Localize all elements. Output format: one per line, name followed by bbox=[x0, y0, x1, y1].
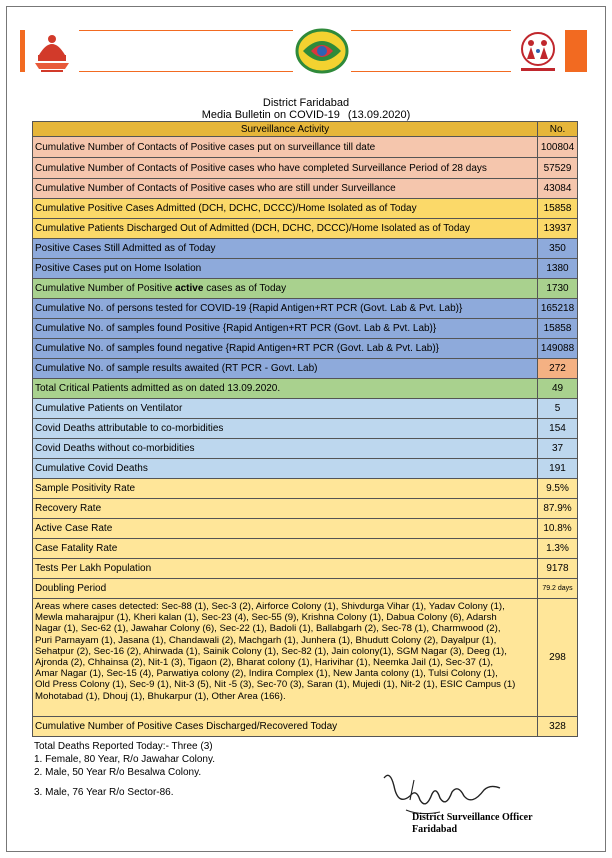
row-value: 350 bbox=[538, 239, 578, 259]
row-value: 49 bbox=[538, 379, 578, 399]
row-label: Cumulative No. of samples found negative {Rapid Antigen+RT PCR (Govt. Lab & Pvt. Lab)} bbox=[33, 339, 538, 359]
bulletin-title: Media Bulletin on COVID-19 bbox=[201, 109, 340, 121]
row-value: 5 bbox=[538, 399, 578, 419]
row-label: Positive Cases put on Home Isolation bbox=[33, 259, 538, 279]
surveillance-table bbox=[32, 121, 578, 737]
row-value: 154 bbox=[538, 419, 578, 439]
row-label: Tests Per Lakh Population bbox=[33, 559, 538, 579]
row-value: 15858 bbox=[538, 199, 578, 219]
row-label: Cumulative Number of Contacts of Positive cases put on surveillance till date bbox=[33, 137, 538, 158]
table-row bbox=[33, 419, 578, 439]
death-item: 3. Male, 76 Year R/o Sector-86. bbox=[34, 787, 174, 798]
table-row bbox=[33, 499, 578, 519]
row-label: Cumulative Number of Positive Cases Discharged/Recovered Today bbox=[33, 717, 538, 737]
row-label: Cumulative Patients Discharged Out of Admitted (DCH, DCHC, DCCC)/Home Isolated as of Today bbox=[33, 219, 538, 239]
table-row bbox=[33, 559, 578, 579]
bulletin-date: (13.09.2020) bbox=[347, 109, 411, 121]
death-item: 1. Female, 80 Year, R/o Jawahar Colony. bbox=[34, 754, 216, 765]
row-value: 9.5% bbox=[538, 479, 578, 499]
row-value: 149088 bbox=[538, 339, 578, 359]
column-header-activity: Surveillance Activity bbox=[33, 122, 538, 137]
table-row bbox=[33, 179, 578, 199]
bulletin-title-line bbox=[0, 109, 612, 121]
areas-line: Areas where cases detected: Sec-88 (1), Sec-3 (2), Airforce Colony (1), Shivdurga Vihar (1), Yadav Colony (1), bbox=[35, 601, 505, 612]
table-row bbox=[33, 137, 578, 158]
areas-line: Nagar (1), Sec-62 (1), Jawahar Colony (6), Sec-22 (1), Badoli (1), Ballabgarh (2), Sec-78 (1), Charmwood (2), bbox=[35, 623, 501, 635]
areas-line: Mohotabad (1), Dhouj (1), Bhukarpur (1), Other Area (166). bbox=[35, 690, 286, 702]
row-value: 13937 bbox=[538, 219, 578, 239]
row-label: Active Case Rate bbox=[33, 519, 538, 539]
table-row bbox=[33, 259, 578, 279]
row-label: Covid Deaths attributable to co-morbidities bbox=[33, 419, 538, 439]
areas-row bbox=[33, 599, 578, 717]
areas-line: Puri Parnayam (1), Jasana (1), Chandawali (2), Machgarh (1), Junhera (1), Bhudutt Colony (2), Dayalpur (1), bbox=[35, 634, 497, 646]
row-label-start: Cumulative Number of Positive bbox=[35, 283, 176, 294]
deaths-heading: Total Deaths Reported Today:- Three (3) bbox=[34, 741, 213, 752]
row-value: 15858 bbox=[538, 319, 578, 339]
row-label: Cumulative Number of Contacts of Positive cases who have completed Surveillance Period of 28 days bbox=[33, 158, 538, 179]
table-row bbox=[33, 199, 578, 219]
haryana-emblem-icon bbox=[22, 26, 82, 76]
table-row bbox=[33, 158, 578, 179]
row-label: Cumulative Covid Deaths bbox=[33, 459, 538, 479]
table-row bbox=[33, 479, 578, 499]
table-row bbox=[33, 319, 578, 339]
row-label: Recovery Rate bbox=[33, 499, 538, 519]
row-label: Covid Deaths without co-morbidities bbox=[33, 439, 538, 459]
table-row bbox=[33, 239, 578, 259]
family-health-icon bbox=[508, 26, 568, 76]
column-header-number: No. bbox=[538, 122, 578, 137]
areas-value: 298 bbox=[538, 599, 578, 717]
row-value: 191 bbox=[538, 459, 578, 479]
row-value: 1.3% bbox=[538, 539, 578, 559]
areas-line: Mewla maharajpur (1), Kheri kalan (1), Sec-23 (4), Sec-55 (9), Krishna Colony (1), Dabua Colony (6), Adarsh bbox=[35, 612, 497, 624]
row-value: 100804 bbox=[538, 137, 578, 158]
signatory-title: District Surveillance Officer bbox=[412, 812, 533, 823]
table-row bbox=[33, 439, 578, 459]
areas-line: Old Press Colony (1), Sec-9 (1), Nit-3 (5), Nit -5 (3), Sec-70 (3), Saran (1), Mujedi (1), Nit-2 (1), ESIC Campus (1) bbox=[35, 679, 516, 691]
table-row bbox=[33, 359, 578, 379]
areas-line: Ajronda (2), Chhainsa (2), Nit-1 (3), Tigaon (2), Bharat colony (1), Harivihar (1), Neemka Jail (1), Sec-37 (1), bbox=[35, 657, 493, 669]
row-value: 1730 bbox=[538, 279, 578, 299]
row-label: Doubling Period bbox=[33, 579, 538, 599]
row-label: Cumulative No. of sample results awaited (RT PCR - Govt. Lab) bbox=[33, 359, 538, 379]
discharged-today-row bbox=[33, 717, 578, 737]
row-label: Sample Positivity Rate bbox=[33, 479, 538, 499]
row-value: 10.8% bbox=[538, 519, 578, 539]
row-label bbox=[33, 279, 538, 299]
row-value: 79.2 days bbox=[538, 579, 578, 599]
areas-line: Sehatpur (2), Sec-16 (2), Ahirwada (1), Sainik Colony (1), Sec-82 (1), Jain colony(1), SGM Nagar (3), Deeg (1), bbox=[35, 645, 507, 657]
table-row bbox=[33, 459, 578, 479]
office-title: District Faridabad bbox=[262, 97, 350, 109]
table-row bbox=[33, 279, 578, 299]
row-label: Cumulative Positive Cases Admitted (DCH, DCHC, DCCC)/Home Isolated as of Today bbox=[33, 199, 538, 219]
row-label: Case Fatality Rate bbox=[33, 539, 538, 559]
row-label: Positive Cases Still Admitted as of Today bbox=[33, 239, 538, 259]
table-row bbox=[33, 399, 578, 419]
table-row bbox=[33, 339, 578, 359]
table-row bbox=[33, 219, 578, 239]
row-value: 272 bbox=[538, 359, 578, 379]
signatory-place: Faridabad bbox=[412, 824, 458, 835]
row-label: Cumulative No. of persons tested for COVID-19 {Rapid Antigen+RT PCR (Govt. Lab & Pvt. Lab)} bbox=[33, 299, 538, 319]
row-value: 87.9% bbox=[538, 499, 578, 519]
row-value: 1380 bbox=[538, 259, 578, 279]
row-value: 328 bbox=[538, 717, 578, 737]
signatory-block bbox=[412, 812, 533, 836]
table-row bbox=[33, 519, 578, 539]
row-value: 165218 bbox=[538, 299, 578, 319]
row-label-end: cases as of Today bbox=[203, 283, 287, 294]
table-row bbox=[33, 579, 578, 599]
table-header-row bbox=[33, 122, 578, 137]
district-logo-icon bbox=[292, 26, 352, 76]
row-label: Cumulative Number of Contacts of Positive cases who are still under Surveillance bbox=[33, 179, 538, 199]
row-value: 57529 bbox=[538, 158, 578, 179]
areas-line: Amar Nagar (1), Sec-15 (4), Parwatiya colony (2), Indira Complex (1), New Janta colony (1), Tulsi Colony (1), bbox=[35, 668, 498, 680]
row-label: Cumulative Patients on Ventilator bbox=[33, 399, 538, 419]
table-row bbox=[33, 539, 578, 559]
row-label: Total Critical Patients admitted as on dated 13.09.2020. bbox=[33, 379, 538, 399]
table-row bbox=[33, 379, 578, 399]
table-row bbox=[33, 299, 578, 319]
row-value: 43084 bbox=[538, 179, 578, 199]
deaths-section bbox=[34, 740, 215, 799]
death-item: 2. Male, 50 Year R/o Besalwa Colony. bbox=[34, 767, 202, 778]
row-label-emphasis: active bbox=[175, 283, 204, 294]
row-value: 9178 bbox=[538, 559, 578, 579]
areas-list bbox=[33, 599, 538, 717]
row-label: Cumulative No. of samples found Positive {Rapid Antigen+RT PCR (Govt. Lab & Pvt. Lab)} bbox=[33, 319, 538, 339]
row-value: 37 bbox=[538, 439, 578, 459]
